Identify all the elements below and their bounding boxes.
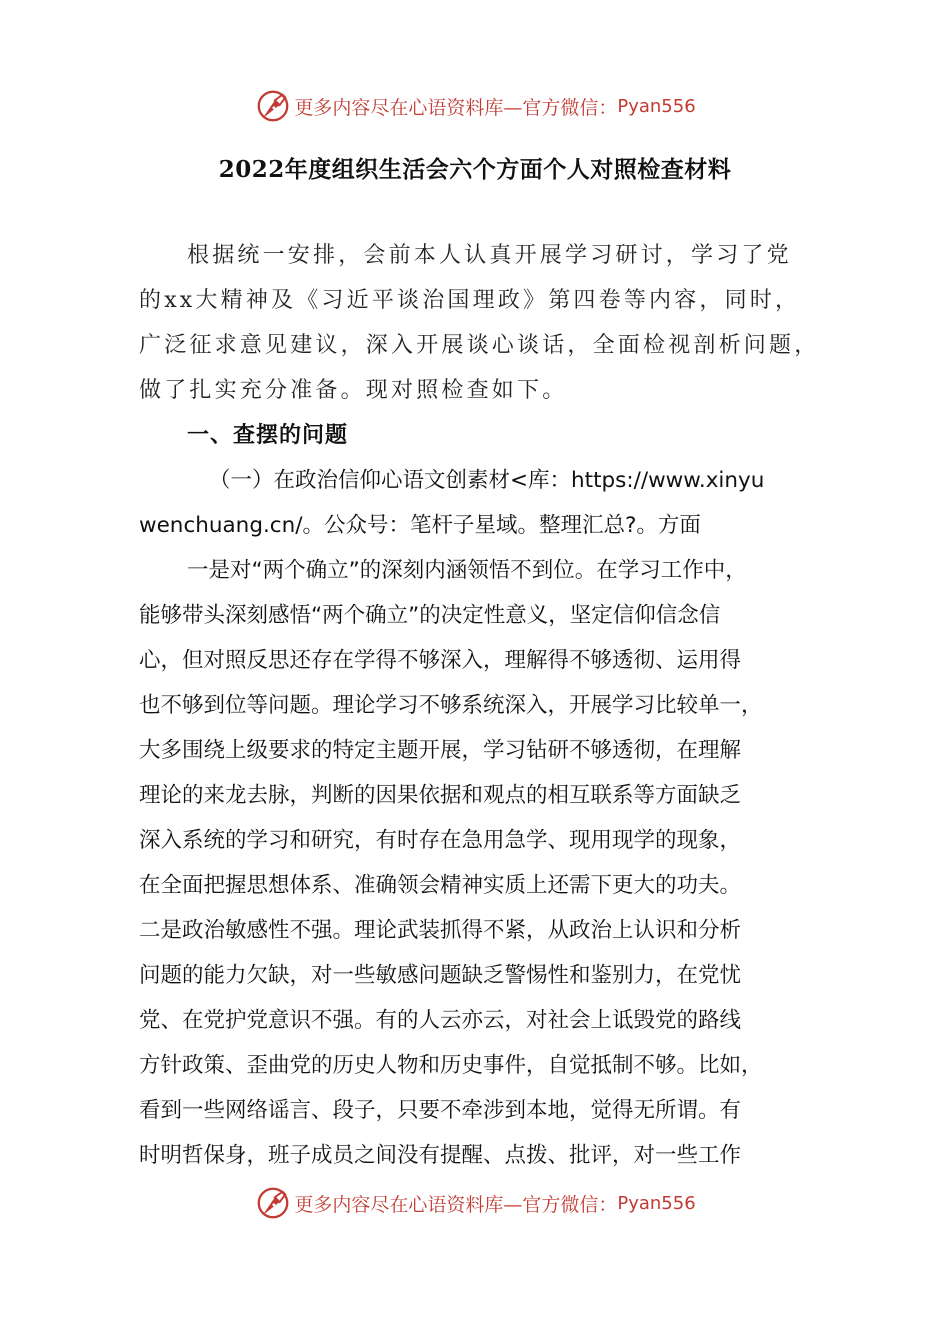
body-line: 问题的能力欠缺，对一些敏感问题缺乏警惕性和鉴别力，在党忧: [139, 963, 742, 988]
pen-nib-logo-icon: [254, 1184, 292, 1222]
document-body: [139, 233, 829, 1178]
intro-line: 广泛征求意见建议，深入开展谈心谈话，全面检视剖析问题，: [139, 333, 820, 358]
body-line: 方针政策、歪曲党的历史人物和历史事件，自觉抵制不够。比如，: [139, 1053, 763, 1078]
body-line: 也不够到位等问题。理论学习不够系统深入，开展学习比较单一，: [139, 693, 763, 718]
intro-line: 的xx大精神及《习近平谈治国理政》第四卷等内容，同时，: [139, 288, 801, 313]
pen-nib-logo-icon: [254, 87, 292, 125]
intro-line: 做了扎实充分准备。现对照检查如下。: [139, 378, 568, 403]
document-title: 2022年度组织生活会六个方面个人对照检查材料: [218, 156, 732, 183]
body-line: 在全面把握思想体系、准确领会精神实质上还需下更大的功夫。: [139, 873, 742, 898]
intro-line: 根据统一安排，会前本人认真开展学习研讨，学习了党: [187, 243, 792, 268]
subsection-heading-line: wenchuang.cn/。公众号：笔杆子星域。整理汇总?。方面: [139, 513, 701, 538]
banner-text: 更多内容尽在心语资料库—官方微信：: [294, 1193, 618, 1216]
banner-wechat-id: Pyan556: [617, 1192, 696, 1214]
body-line: 理论的来龙去脉，判断的因果依据和观点的相互联系等方面缺乏: [139, 783, 742, 808]
body-line: 能够带头深刻感悟“两个确立”的决定性意义，坚定信仰信念信: [139, 603, 721, 628]
banner-wechat-id: Pyan556: [617, 95, 696, 117]
body-line: 心，但对照反思还存在学得不够深入，理解得不够透彻、运用得: [139, 648, 742, 673]
subsection-heading-line: （一）在政治信仰心语文创素材<库：https://www.xinyu: [209, 468, 765, 493]
footer-banner: [0, 1181, 950, 1225]
section-heading: 一、查摆的问题: [187, 422, 349, 448]
body-line: 大多围绕上级要求的特定主题开展，学习钻研不够透彻，在理解: [139, 738, 742, 763]
body-line: 党、在党护党意识不强。有的人云亦云，对社会上诋毁党的路线: [139, 1008, 742, 1033]
body-line: 一是对“两个确立”的深刻内涵领悟不到位。在学习工作中，: [187, 558, 747, 583]
body-line: 二是政治敏感性不强。理论武装抓得不紧，从政治上认识和分析: [139, 918, 742, 943]
body-line: 时明哲保身，班子成员之间没有提醒、点拨、批评，对一些工作: [139, 1143, 742, 1168]
body-line: 看到一些网络谣言、段子，只要不牵涉到本地，觉得无所谓。有: [139, 1098, 742, 1123]
header-banner: [0, 84, 950, 128]
banner-text: 更多内容尽在心语资料库—官方微信：: [294, 96, 618, 119]
body-line: 深入系统的学习和研究，有时存在急用急学、现用现学的现象，: [139, 828, 742, 853]
